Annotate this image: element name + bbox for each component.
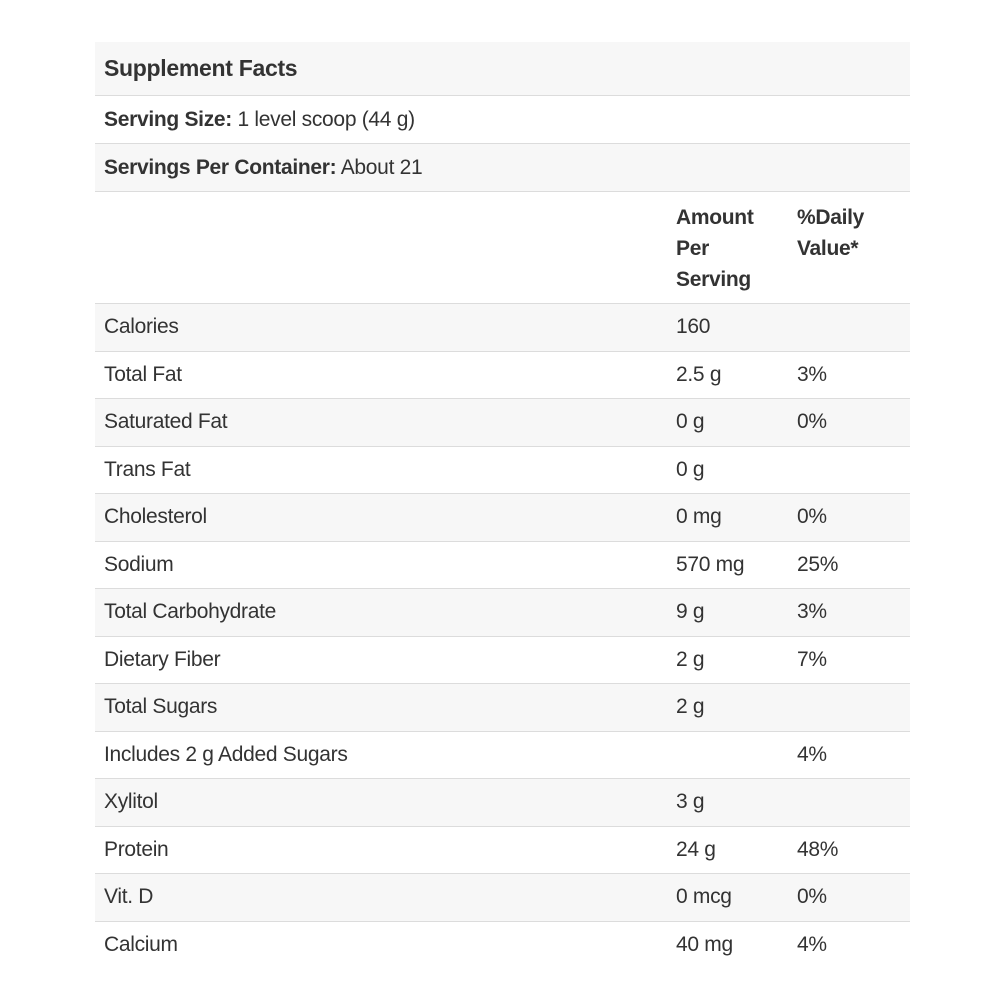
daily-value: 3% [797,362,827,386]
amount-per-serving: 0 g [676,457,705,481]
daily-value-column-header [788,192,910,264]
amount-per-serving: 2.5 g [676,362,722,386]
title-row [95,42,910,96]
daily-value: 7% [797,647,827,671]
table-row [95,637,910,685]
amount-per-serving: 3 g [676,790,705,814]
amount-per-serving: 0 g [676,410,705,434]
amount-per-serving: 160 [676,315,711,339]
amount-per-serving: 40 mg [676,933,733,957]
nutrient-name: Trans Fat [104,457,191,481]
amount-per-serving: 2 g [676,695,705,719]
daily-value: 0% [797,505,827,529]
table-row [95,304,910,352]
amount-per-serving: 570 mg [676,552,745,576]
amount-per-serving: 0 mg [676,505,722,529]
supplement-facts-table [95,42,910,969]
amount-per-serving: 24 g [676,837,716,861]
servings-per-container-row [95,144,910,192]
nutrient-name: Dietary Fiber [104,647,221,671]
nutrient-name: Protein [104,837,169,861]
daily-value: 4% [797,742,827,766]
table-row [95,779,910,827]
table-row [95,874,910,922]
daily-value: 3% [797,600,827,624]
nutrient-name: Calories [104,315,179,339]
table-row [95,542,910,590]
nutrient-rows [95,304,910,969]
amount-header-line: Per [676,237,709,260]
table-row [95,827,910,875]
table-row [95,922,910,970]
amount-per-serving: 9 g [676,600,705,624]
nutrient-name: Total Carbohydrate [104,600,277,624]
daily-value-header-line: %Daily [797,206,865,229]
serving-size-row [95,96,910,144]
nutrient-name: Includes 2 g Added Sugars [104,742,348,766]
nutrient-name: Calcium [104,933,178,957]
table-row [95,589,910,637]
table-row [95,352,910,400]
nutrient-name: Total Sugars [104,695,218,719]
table-row [95,399,910,447]
serving-size-value: 1 level scoop (44 g) [231,107,415,131]
amount-header-line: Serving [676,268,751,291]
column-header-row [95,192,910,304]
amount-column-header [667,192,788,295]
nutrient-name: Cholesterol [104,505,207,529]
table-row [95,732,910,780]
daily-value: 0% [797,410,827,434]
amount-per-serving: 2 g [676,647,705,671]
nutrient-name: Vit. D [104,885,154,909]
table-row [95,447,910,495]
table-title: Supplement Facts [104,55,298,81]
nutrient-name: Saturated Fat [104,410,228,434]
servings-per-container-value: About 21 [336,155,423,179]
daily-value-header-line: Value* [797,237,859,260]
serving-size-label: Serving Size: [104,107,232,131]
nutrient-name: Total Fat [104,362,182,386]
amount-per-serving: 0 mcg [676,885,732,909]
table-row [95,494,910,542]
table-row [95,684,910,732]
amount-header-line: Amount [676,206,754,229]
servings-per-container-label: Servings Per Container: [104,155,337,179]
nutrient-name: Sodium [104,552,174,576]
daily-value: 0% [797,885,827,909]
daily-value: 48% [797,837,839,861]
daily-value: 25% [797,552,839,576]
nutrient-name: Xylitol [104,790,158,814]
daily-value: 4% [797,933,827,957]
